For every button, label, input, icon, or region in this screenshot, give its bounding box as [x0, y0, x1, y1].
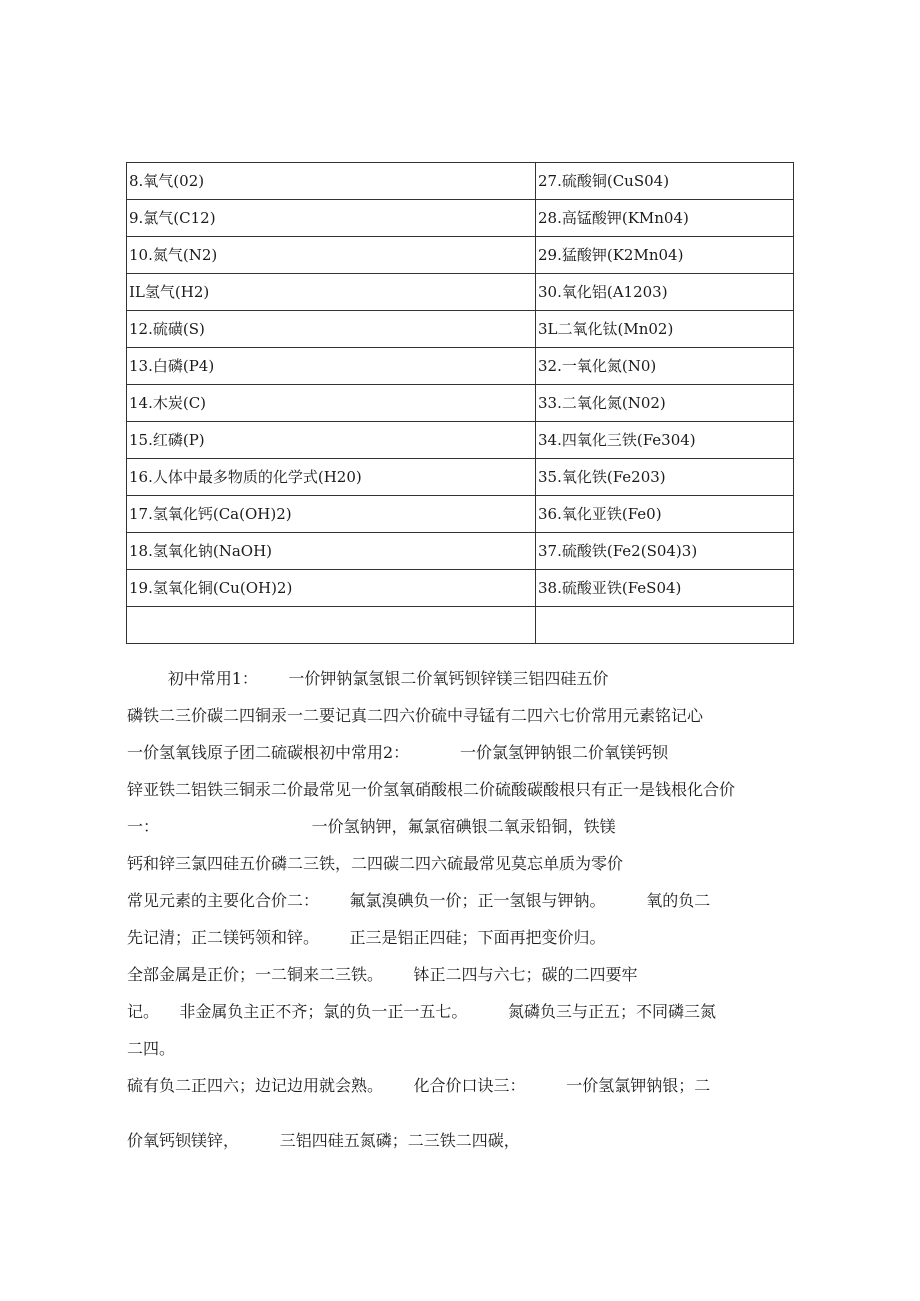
table-cell-right: [536, 385, 794, 422]
table-cell-right: [536, 570, 794, 607]
cell-text: 29.猛酸钾(K2Mn04): [538, 246, 684, 264]
table-row: [127, 385, 794, 422]
cell-text: 27.硫酸铜(CuS04): [538, 172, 670, 190]
cell-text: 14.木炭(C): [129, 394, 207, 412]
paragraph-line: 初中常用1： 一价钾钠氯氢银二价氧钙钡锌镁三铝四硅五价: [127, 669, 609, 688]
table-row: [127, 274, 794, 311]
cell-text: 12.硫磺(S): [129, 320, 205, 338]
paragraph-line: 一价氢氧钱原子团二硫碳根初中常用2： 一价氯氢钾钠银二价氧镁钙钡: [127, 743, 669, 762]
table-cell-right: [536, 459, 794, 496]
table-cell-left: [127, 459, 536, 496]
table-cell-right: [536, 237, 794, 274]
table-cell-right: [536, 200, 794, 237]
table-row: [127, 237, 794, 274]
table-cell-left: [127, 200, 536, 237]
paragraph-line: 一： 一价氢钠钾，氟氯宿碘银二氧汞铅铜，铁镁: [127, 817, 616, 836]
table-row: [127, 348, 794, 385]
paragraph-line: 锌亚铁二铝铁三铜汞二价最常见一价氢氧硝酸根二价硫酸碳酸根只有正一是钱根化合价: [127, 780, 736, 799]
cell-text: 33.二氧化氮(N02): [538, 394, 666, 412]
table-cell-left: [127, 237, 536, 274]
table-cell-left: [127, 274, 536, 311]
table-cell-left: [127, 163, 536, 200]
table-cell-right: [536, 422, 794, 459]
paragraph-line: 价氧钙钡镁锌， 三铝四硅五氮磷；二三铁二四碳，: [127, 1131, 520, 1150]
cell-text: 10.氮气(N2): [129, 246, 218, 264]
table-cell-right: [536, 311, 794, 348]
cell-text: 16.人体中最多物质的化学式(H20): [129, 468, 362, 486]
paragraph-line: 钙和锌三氯四硅五价磷二三铁，二四碳二四六硫最常见莫忘单质为零价: [127, 854, 624, 873]
table-cell-right: [536, 274, 794, 311]
table-cell-left: [127, 311, 536, 348]
table-row: [127, 459, 794, 496]
table-cell-right: [536, 533, 794, 570]
table-cell-left: [127, 607, 536, 644]
cell-text: 34.四氧化三铁(Fe304): [538, 431, 696, 449]
table-cell-right: [536, 607, 794, 644]
cell-text: 19.氢氧化铜(Cu(OH)2): [129, 579, 293, 597]
cell-text: 15.红磷(P): [129, 431, 205, 449]
table-cell-right: [536, 496, 794, 533]
cell-text: 36.氧化亚铁(Fe0): [538, 505, 662, 523]
cell-text: 37.硫酸铁(Fe2(S04)3): [538, 542, 698, 560]
table-cell-left: [127, 385, 536, 422]
cell-text: 32.一氧化氮(N0): [538, 357, 657, 375]
table-cell-left: [127, 496, 536, 533]
cell-text: 9.氯气(C12): [129, 209, 216, 227]
table-cell-right: [536, 163, 794, 200]
table-row: [127, 607, 794, 644]
cell-text: 18.氢氧化钠(NaOH): [129, 542, 273, 560]
table-cell-left: [127, 570, 536, 607]
cell-text: IL氢气(H2): [129, 283, 210, 301]
paragraph-line: 记。 非金属负主正不齐；氯的负一正一五七。 氮磷负三与正五；不同磷三氮: [127, 1002, 717, 1021]
cell-text: 8.氧气(02): [129, 172, 205, 190]
table-row: [127, 163, 794, 200]
chemical-formula-table: [126, 162, 794, 644]
cell-text: 38.硫酸亚铁(FeS04): [538, 579, 682, 597]
table-cell-left: [127, 348, 536, 385]
table-row: [127, 200, 794, 237]
paragraph-line: 磷铁二三价碳二四铜汞一二要记真二四六价硫中寻锰有二四六七价常用元素铭记心: [127, 706, 704, 725]
table-cell-left: [127, 422, 536, 459]
table-row: [127, 311, 794, 348]
paragraph-line: 先记清；正二镁钙领和锌。 正三是铝正四硅；下面再把变价归。: [127, 928, 606, 947]
table-row: [127, 496, 794, 533]
table-cell-right: [536, 348, 794, 385]
table-row: [127, 422, 794, 459]
cell-text: 28.高锰酸钾(KMn04): [538, 209, 689, 227]
paragraph-line: 常见元素的主要化合价二： 氟氯溴碘负一价；正一氢银与钾钠。 氧的负二: [127, 891, 711, 910]
paragraph-line: 全部金属是正价；一二铜来二三铁。 钵正二四与六七；碳的二四要牢: [127, 965, 638, 984]
paragraph-line: 硫有负二正四六；边记边用就会熟。 化合价口诀三： 一价氢氯钾钠银；二: [127, 1076, 711, 1095]
cell-text: 17.氢氧化钙(Ca(OH)2): [129, 505, 292, 523]
cell-text: 13.白磷(P4): [129, 357, 215, 375]
cell-text: 35.氧化铁(Fe203): [538, 468, 666, 486]
paragraph-line: 二四。: [127, 1039, 176, 1058]
cell-text: 3L二氧化钛(Mn02): [538, 320, 674, 338]
table-cell-left: [127, 533, 536, 570]
table-row: [127, 570, 794, 607]
cell-text: 30.氧化铝(A1203): [538, 283, 668, 301]
table-row: [127, 533, 794, 570]
